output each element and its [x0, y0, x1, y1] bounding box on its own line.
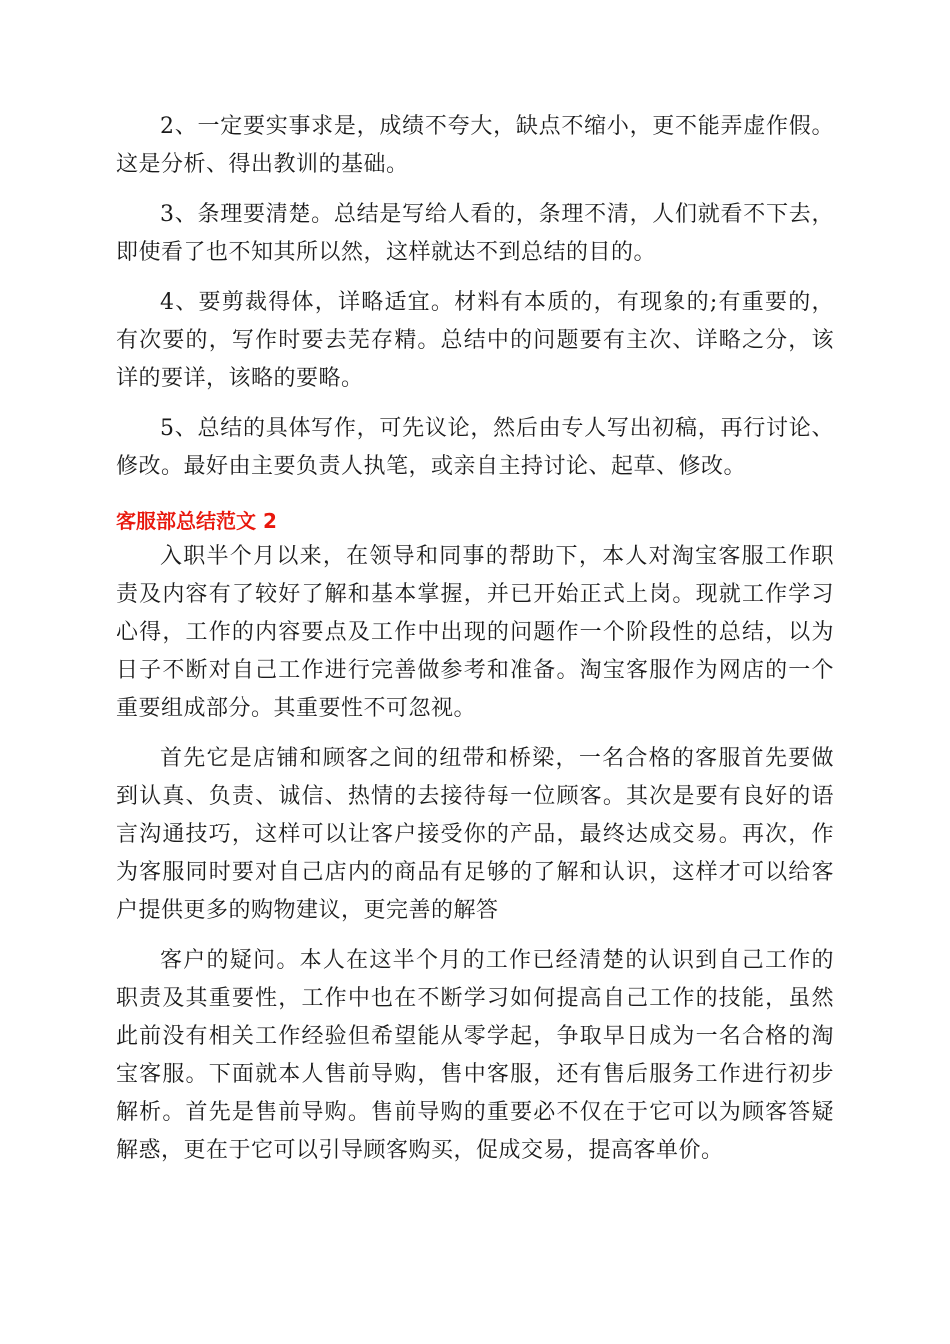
paragraph-point-5: 5、总结的具体写作，可先议论，然后由专人写出初稿，再行讨论、修改。最好由主要负责人执笔，或亲自主持讨论、起草、修改。 [116, 416, 834, 479]
paragraph-first: 首先它是店铺和顾客之间的纽带和桥梁，一名合格的客服首先要做到认真、负责、诚信、热情的去接待每一位顾客。其次是要有良好的语言沟通技巧，这样可以让客户接受你的产品，最终达成交易。再次，作为客服同时要对自己店内的商品有足够的了解和认识，这样才可以给客户提供更多的购物建议，更完善的解答 [116, 746, 834, 923]
paragraph-customer-questions: 客户的疑问。本人在这半个月的工作已经清楚的认识到自己工作的职责及其重要性，工作中也在不断学习如何提高自己工作的技能，虽然此前没有相关工作经验但希望能从零学起，争取早日成为一名合格的淘宝客服。下面就本人售前导购，售中客服，还有售后服务工作进行初步解析。首先是售前导购。售前导购的重要必不仅在于它可以为顾客答疑解惑，更在于它可以引导顾客购买，促成交易，提高客单价。 [116, 948, 834, 1163]
section-heading: 客服部总结范文 2 [116, 509, 277, 533]
paragraph-intro: 入职半个月以来，在领导和同事的帮助下，本人对淘宝客服工作职责及内容有了较好了解和基本掌握，并已开始正式上岗。现就工作学习心得，工作的内容要点及工作中出现的问题作一个阶段性的总结，以为日子不断对自己工作进行完善做参考和准备。淘宝客服作为网店的一个重要组成部分。其重要性不可忽视。 [116, 544, 834, 721]
paragraph-point-3: 3、条理要清楚。总结是写给人看的，条理不清，人们就看不下去，即使看了也不知其所以然，这样就达不到总结的目的。 [116, 202, 834, 265]
paragraph-point-4: 4、要剪裁得体，详略适宜。材料有本质的，有现象的;有重要的，有次要的，写作时要去芜存精。总结中的问题要有主次、详略之分，该详的要详，该略的要略。 [116, 290, 834, 391]
document-page [116, 108, 834, 1182]
paragraph-point-2: 2、一定要实事求是，成绩不夸大，缺点不缩小，更不能弄虚作假。这是分析、得出教训的基础。 [116, 114, 834, 177]
